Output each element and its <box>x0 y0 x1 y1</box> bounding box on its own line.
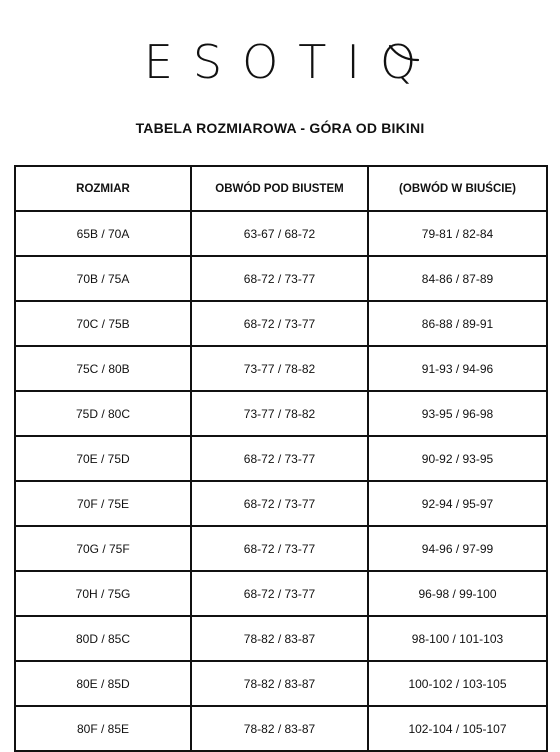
cell-size: 75C / 80B <box>15 346 191 391</box>
table-row <box>15 706 547 751</box>
cell-bust: 79-81 / 82-84 <box>368 211 547 256</box>
cell-bust: 93-95 / 96-98 <box>368 391 547 436</box>
cell-size: 80E / 85D <box>15 661 191 706</box>
cell-size: 70F / 75E <box>15 481 191 526</box>
brand-logo-text: ESOTIQ <box>143 35 437 89</box>
logo-q-tail-icon <box>384 44 424 64</box>
cell-size: 75D / 80C <box>15 391 191 436</box>
table-row <box>15 616 547 661</box>
cell-bust: 100-102 / 103-105 <box>368 661 547 706</box>
cell-bust: 94-96 / 97-99 <box>368 526 547 571</box>
table-row <box>15 481 547 526</box>
cell-bust: 84-86 / 87-89 <box>368 256 547 301</box>
table-row <box>15 211 547 256</box>
cell-size: 70H / 75G <box>15 571 191 616</box>
table-row <box>15 301 547 346</box>
cell-underbust: 68-72 / 73-77 <box>191 571 368 616</box>
cell-underbust: 78-82 / 83-87 <box>191 661 368 706</box>
cell-bust: 90-92 / 93-95 <box>368 436 547 481</box>
cell-underbust: 63-67 / 68-72 <box>191 211 368 256</box>
cell-bust: 91-93 / 94-96 <box>368 346 547 391</box>
cell-size: 70G / 75F <box>15 526 191 571</box>
header-bust: (OBWÓD W BIUŚCIE) <box>368 166 547 211</box>
size-chart-table <box>14 165 548 752</box>
cell-underbust: 78-82 / 83-87 <box>191 616 368 661</box>
cell-underbust: 68-72 / 73-77 <box>191 481 368 526</box>
cell-bust: 86-88 / 89-91 <box>368 301 547 346</box>
cell-size: 70B / 75A <box>15 256 191 301</box>
cell-size: 80D / 85C <box>15 616 191 661</box>
cell-underbust: 73-77 / 78-82 <box>191 346 368 391</box>
table-row <box>15 436 547 481</box>
cell-underbust: 68-72 / 73-77 <box>191 301 368 346</box>
brand-logo <box>0 36 560 96</box>
page-title: TABELA ROZMIAROWA - GÓRA OD BIKINI <box>135 120 425 136</box>
cell-bust: 96-98 / 99-100 <box>368 571 547 616</box>
table-row <box>15 526 547 571</box>
header-underbust: OBWÓD POD BIUSTEM <box>191 166 368 211</box>
cell-size: 65B / 70A <box>15 211 191 256</box>
cell-underbust: 68-72 / 73-77 <box>191 256 368 301</box>
cell-underbust: 68-72 / 73-77 <box>191 526 368 571</box>
cell-size: 80F / 85E <box>15 706 191 751</box>
cell-underbust: 68-72 / 73-77 <box>191 436 368 481</box>
cell-underbust: 78-82 / 83-87 <box>191 706 368 751</box>
table-header-row <box>15 166 547 211</box>
cell-bust: 92-94 / 95-97 <box>368 481 547 526</box>
cell-size: 70E / 75D <box>15 436 191 481</box>
table-row <box>15 571 547 616</box>
table-row <box>15 661 547 706</box>
table-row <box>15 256 547 301</box>
cell-bust: 98-100 / 101-103 <box>368 616 547 661</box>
cell-underbust: 73-77 / 78-82 <box>191 391 368 436</box>
header-size: ROZMIAR <box>15 166 191 211</box>
cell-size: 70C / 75B <box>15 301 191 346</box>
cell-bust: 102-104 / 105-107 <box>368 706 547 751</box>
table-row <box>15 346 547 391</box>
table-row <box>15 391 547 436</box>
